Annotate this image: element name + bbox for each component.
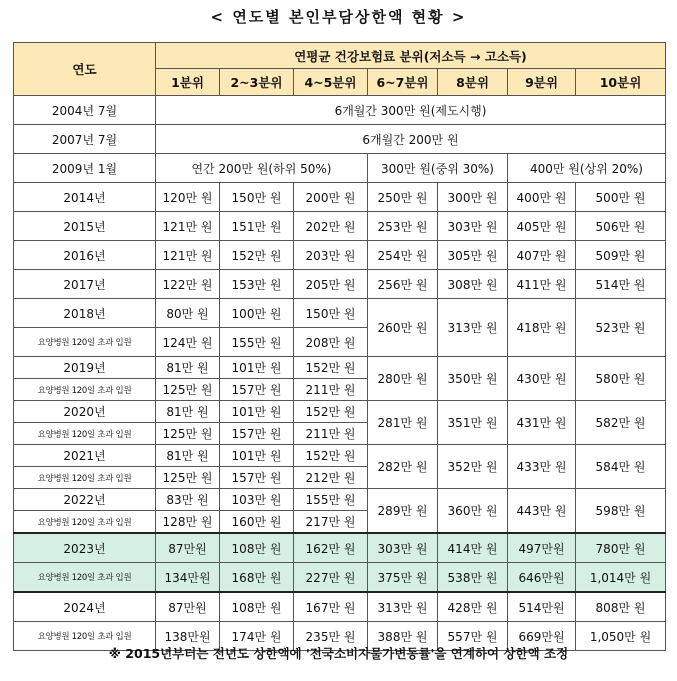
value-cell: 254만 원 [368,241,438,270]
value-cell: 108만 원 [220,592,294,622]
value-cell: 308만 원 [438,270,508,299]
value-cell: 430만 원 [508,357,576,401]
value-cell: 256만 원 [368,270,438,299]
table-row [14,241,666,270]
value-cell: 100만 원 [220,299,294,328]
value-cell: 138만원 [156,622,220,651]
sub-label-cell: 요양병원 120일 초과 입원 [14,423,156,445]
year-cell: 2021년 [14,445,156,467]
value-cell: 303만 원 [438,212,508,241]
sub-label-cell: 요양병원 120일 초과 입원 [14,379,156,401]
value-cell: 150만 원 [220,183,294,212]
value-cell: 연간 200만 원(하위 50%) [156,154,368,183]
table-row [14,563,666,593]
table-row [14,299,666,328]
value-cell: 217만 원 [294,511,368,534]
table-row [14,270,666,299]
value-cell: 103만 원 [220,489,294,511]
value-cell: 250만 원 [368,183,438,212]
table-row [14,401,666,423]
value-cell: 497만원 [508,533,576,563]
value-cell: 160만 원 [220,511,294,534]
sub-label-cell: 요양병원 120일 초과 입원 [14,563,156,593]
table-row [14,96,666,125]
value-cell: 538만 원 [438,563,508,593]
year-cell: 2018년 [14,299,156,328]
value-cell: 431만 원 [508,401,576,445]
header-decile: 1분위 [156,69,220,96]
year-cell: 2020년 [14,401,156,423]
value-cell: 211만 원 [294,423,368,445]
value-cell: 168만 원 [220,563,294,593]
value-cell: 350만 원 [438,357,508,401]
header-year: 연도 [14,43,156,96]
header-decile-group: 연평균 건강보험료 분위(저소득 → 고소득) [156,43,666,69]
header-decile: 8분위 [438,69,508,96]
table-row [14,125,666,154]
value-cell: 101만 원 [220,401,294,423]
header-decile: 6~7분위 [368,69,438,96]
value-cell: 81만 원 [156,445,220,467]
value-cell: 500만 원 [576,183,666,212]
value-cell: 280만 원 [368,357,438,401]
value-cell: 300만 원 [438,183,508,212]
value-cell: 400만 원 [508,183,576,212]
year-cell: 2015년 [14,212,156,241]
value-cell: 200만 원 [294,183,368,212]
value-cell: 227만 원 [294,563,368,593]
year-cell: 2014년 [14,183,156,212]
value-cell: 281만 원 [368,401,438,445]
value-cell: 580만 원 [576,357,666,401]
value-cell: 6개월간 200만 원 [156,125,666,154]
footnote: ※ 2015년부터는 전년도 상한액에 '전국소비자물가변동률'을 연계하여 상한액 조정 [108,646,569,661]
value-cell: 669만원 [508,622,576,651]
year-cell: 2019년 [14,357,156,379]
value-cell: 124만 원 [156,328,220,357]
sub-label-cell: 요양병원 120일 초과 입원 [14,511,156,534]
value-cell: 128만 원 [156,511,220,534]
value-cell: 152만 원 [294,401,368,423]
value-cell: 235만 원 [294,622,368,651]
value-cell: 1,014만 원 [576,563,666,593]
value-cell: 134만원 [156,563,220,593]
year-cell: 2024년 [14,592,156,622]
value-cell: 150만 원 [294,299,368,328]
year-cell: 2017년 [14,270,156,299]
value-cell: 125만 원 [156,423,220,445]
value-cell: 152만 원 [294,357,368,379]
year-cell: 2016년 [14,241,156,270]
value-cell: 352만 원 [438,445,508,489]
value-cell: 400만 원(상위 20%) [508,154,666,183]
value-cell: 153만 원 [220,270,294,299]
header-decile: 10분위 [576,69,666,96]
value-cell: 162만 원 [294,533,368,563]
table-row [14,445,666,467]
sub-label-cell: 요양병원 120일 초과 입원 [14,328,156,357]
value-cell: 101만 원 [220,357,294,379]
header-decile: 4~5분위 [294,69,368,96]
value-cell: 313만 원 [368,592,438,622]
value-cell: 125만 원 [156,467,220,489]
value-cell: 87만원 [156,592,220,622]
value-cell: 282만 원 [368,445,438,489]
value-cell: 152만 원 [220,241,294,270]
sub-label-cell: 요양병원 120일 초과 입원 [14,622,156,651]
value-cell: 428만 원 [438,592,508,622]
value-cell: 260만 원 [368,299,438,357]
table-row [14,212,666,241]
value-cell: 81만 원 [156,357,220,379]
value-cell: 6개월간 300만 원(제도시행) [156,96,666,125]
table-row [14,357,666,379]
value-cell: 780만 원 [576,533,666,563]
year-cell: 2022년 [14,489,156,511]
value-cell: 211만 원 [294,379,368,401]
value-cell: 157만 원 [220,467,294,489]
value-cell: 157만 원 [220,379,294,401]
value-cell: 167만 원 [294,592,368,622]
value-cell: 122만 원 [156,270,220,299]
value-cell: 1,050만 원 [576,622,666,651]
value-cell: 155만 원 [220,328,294,357]
value-cell: 157만 원 [220,423,294,445]
value-cell: 418만 원 [508,299,576,357]
value-cell: 313만 원 [438,299,508,357]
value-cell: 506만 원 [576,212,666,241]
value-cell: 125만 원 [156,379,220,401]
year-cell: 2007년 7월 [14,125,156,154]
value-cell: 83만 원 [156,489,220,511]
value-cell: 81만 원 [156,401,220,423]
value-cell: 289만 원 [368,489,438,534]
value-cell: 514만원 [508,592,576,622]
value-cell: 155만 원 [294,489,368,511]
value-cell: 388만 원 [368,622,438,651]
table-row [14,489,666,511]
value-cell: 582만 원 [576,401,666,445]
value-cell: 303만 원 [368,533,438,563]
value-cell: 212만 원 [294,467,368,489]
header-decile: 2~3분위 [220,69,294,96]
value-cell: 202만 원 [294,212,368,241]
value-cell: 351만 원 [438,401,508,445]
value-cell: 584만 원 [576,445,666,489]
value-cell: 509만 원 [576,241,666,270]
table-row [14,154,666,183]
value-cell: 203만 원 [294,241,368,270]
value-cell: 414만 원 [438,533,508,563]
value-cell: 375만 원 [368,563,438,593]
value-cell: 808만 원 [576,592,666,622]
value-cell: 300만 원(중위 30%) [368,154,508,183]
table-row [14,183,666,212]
value-cell: 433만 원 [508,445,576,489]
year-cell: 2023년 [14,533,156,563]
value-cell: 443만 원 [508,489,576,534]
value-cell: 174만 원 [220,622,294,651]
value-cell: 87만원 [156,533,220,563]
value-cell: 205만 원 [294,270,368,299]
value-cell: 120만 원 [156,183,220,212]
value-cell: 646만원 [508,563,576,593]
value-cell: 80만 원 [156,299,220,328]
year-cell: 2009년 1월 [14,154,156,183]
value-cell: 121만 원 [156,241,220,270]
table-row [14,592,666,622]
value-cell: 407만 원 [508,241,576,270]
value-cell: 151만 원 [220,212,294,241]
value-cell: 108만 원 [220,533,294,563]
value-cell: 411만 원 [508,270,576,299]
value-cell: 514만 원 [576,270,666,299]
value-cell: 557만 원 [438,622,508,651]
copay-cap-table [13,42,666,651]
value-cell: 253만 원 [368,212,438,241]
value-cell: 101만 원 [220,445,294,467]
value-cell: 121만 원 [156,212,220,241]
value-cell: 598만 원 [576,489,666,534]
header-decile: 9분위 [508,69,576,96]
value-cell: 523만 원 [576,299,666,357]
value-cell: 152만 원 [294,445,368,467]
sub-label-cell: 요양병원 120일 초과 입원 [14,467,156,489]
value-cell: 360만 원 [438,489,508,534]
table-row [14,533,666,563]
value-cell: 405만 원 [508,212,576,241]
value-cell: 208만 원 [294,328,368,357]
year-cell: 2004년 7월 [14,96,156,125]
page-title: < 연도별 본인부담상한액 현황 > [210,8,467,26]
value-cell: 305만 원 [438,241,508,270]
